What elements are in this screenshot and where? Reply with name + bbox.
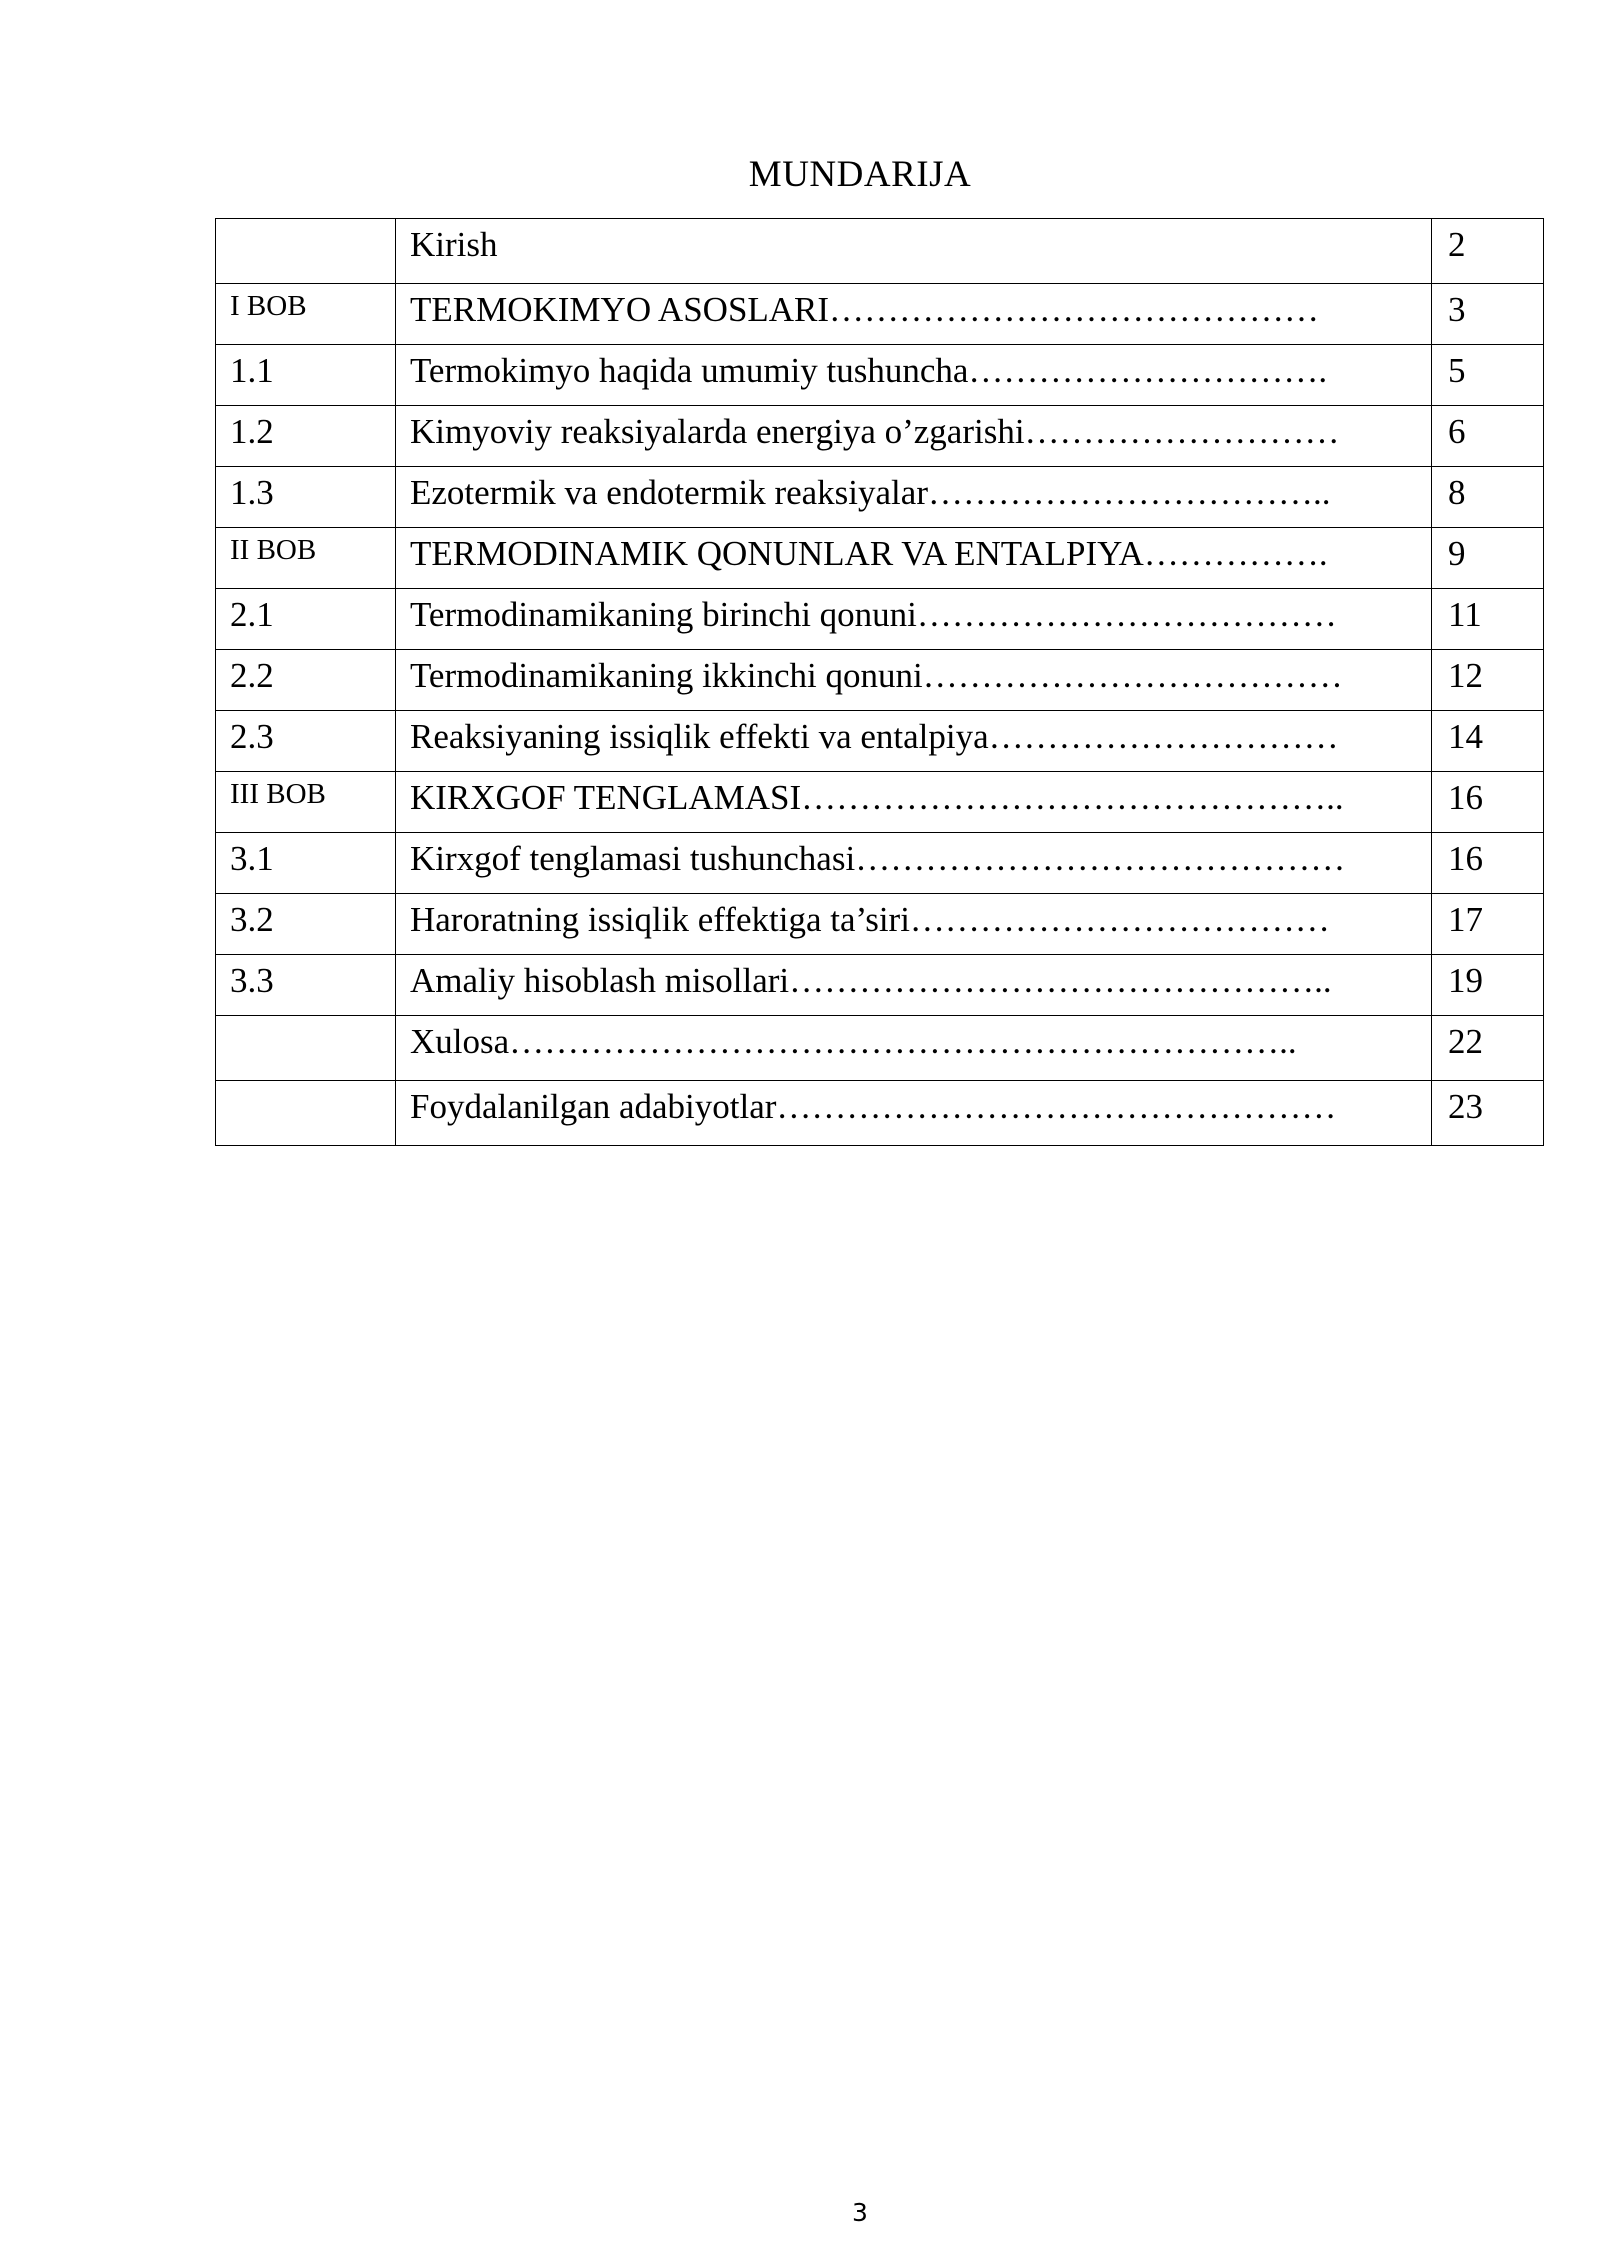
page-number: 3 <box>852 2198 868 2227</box>
toc-page: 5 <box>1432 345 1544 406</box>
toc-number: 1.3 <box>216 467 396 528</box>
toc-title: TERMODINAMIK QONUNLAR VA ENTALPIYA……………. <box>396 528 1432 589</box>
toc-row <box>216 528 1544 589</box>
toc-row <box>216 650 1544 711</box>
toc-title: Reaksiyaning issiqlik effekti va entalpiya………………………… <box>396 711 1432 772</box>
page-title: MUNDARIJA <box>748 154 972 195</box>
toc-page: 12 <box>1432 650 1544 711</box>
toc-page: 19 <box>1432 955 1544 1016</box>
toc-page: 22 <box>1432 1016 1544 1081</box>
toc-number <box>216 219 396 284</box>
toc-number: II BOB <box>216 528 396 589</box>
toc-number: 2.3 <box>216 711 396 772</box>
toc-row <box>216 955 1544 1016</box>
toc-title: Kirish <box>396 219 1432 284</box>
toc-row <box>216 284 1544 345</box>
toc-number <box>216 1081 396 1146</box>
toc-page: 2 <box>1432 219 1544 284</box>
toc-title: Kimyoviy reaksiyalarda energiya o’zgarishi……………………… <box>396 406 1432 467</box>
toc-number <box>216 1016 396 1081</box>
toc-title: KIRXGOF TENGLAMASI……………………………………….. <box>396 772 1432 833</box>
toc-title: Termodinamikaning birinchi qonuni……………………………… <box>396 589 1432 650</box>
toc-number: 2.1 <box>216 589 396 650</box>
toc-page: 16 <box>1432 772 1544 833</box>
toc-page: 9 <box>1432 528 1544 589</box>
toc-page: 17 <box>1432 894 1544 955</box>
toc-number: 3.1 <box>216 833 396 894</box>
toc-page: 11 <box>1432 589 1544 650</box>
toc-page: 14 <box>1432 711 1544 772</box>
toc-title: Amaliy hisoblash misollari……………………………………….. <box>396 955 1432 1016</box>
toc-row <box>216 345 1544 406</box>
toc-row <box>216 1016 1544 1081</box>
toc-row <box>216 467 1544 528</box>
toc-row <box>216 1081 1544 1146</box>
toc-page: 6 <box>1432 406 1544 467</box>
toc-number: 3.3 <box>216 955 396 1016</box>
toc-page: 3 <box>1432 284 1544 345</box>
toc-number: 1.1 <box>216 345 396 406</box>
toc-title: Termokimyo haqida umumiy tushuncha…………………………. <box>396 345 1432 406</box>
toc-title: Termodinamikaning ikkinchi qonuni……………………………… <box>396 650 1432 711</box>
toc-row <box>216 894 1544 955</box>
toc-number: 3.2 <box>216 894 396 955</box>
toc-number: III BOB <box>216 772 396 833</box>
toc-row <box>216 833 1544 894</box>
toc-title: Xulosa………………………………………………………….. <box>396 1016 1432 1081</box>
toc-title: Ezotermik va endotermik reaksiyalar…………………………….. <box>396 467 1432 528</box>
toc-title: Haroratning issiqlik effektiga ta’siri……………………………… <box>396 894 1432 955</box>
toc-page: 8 <box>1432 467 1544 528</box>
toc-row <box>216 589 1544 650</box>
toc-number: I BOB <box>216 284 396 345</box>
toc-number: 2.2 <box>216 650 396 711</box>
toc-number: 1.2 <box>216 406 396 467</box>
toc-row <box>216 219 1544 284</box>
toc-row <box>216 406 1544 467</box>
toc-title: Foydalanilgan adabiyotlar………………………………………… <box>396 1081 1432 1146</box>
toc-page: 16 <box>1432 833 1544 894</box>
toc-row <box>216 711 1544 772</box>
table-of-contents <box>215 218 1544 1146</box>
toc-title: TERMOKIMYO ASOSLARI…………………………………… <box>396 284 1432 345</box>
toc-row <box>216 772 1544 833</box>
toc-page: 23 <box>1432 1081 1544 1146</box>
toc-title: Kirxgof tenglamasi tushunchasi…………………………………… <box>396 833 1432 894</box>
